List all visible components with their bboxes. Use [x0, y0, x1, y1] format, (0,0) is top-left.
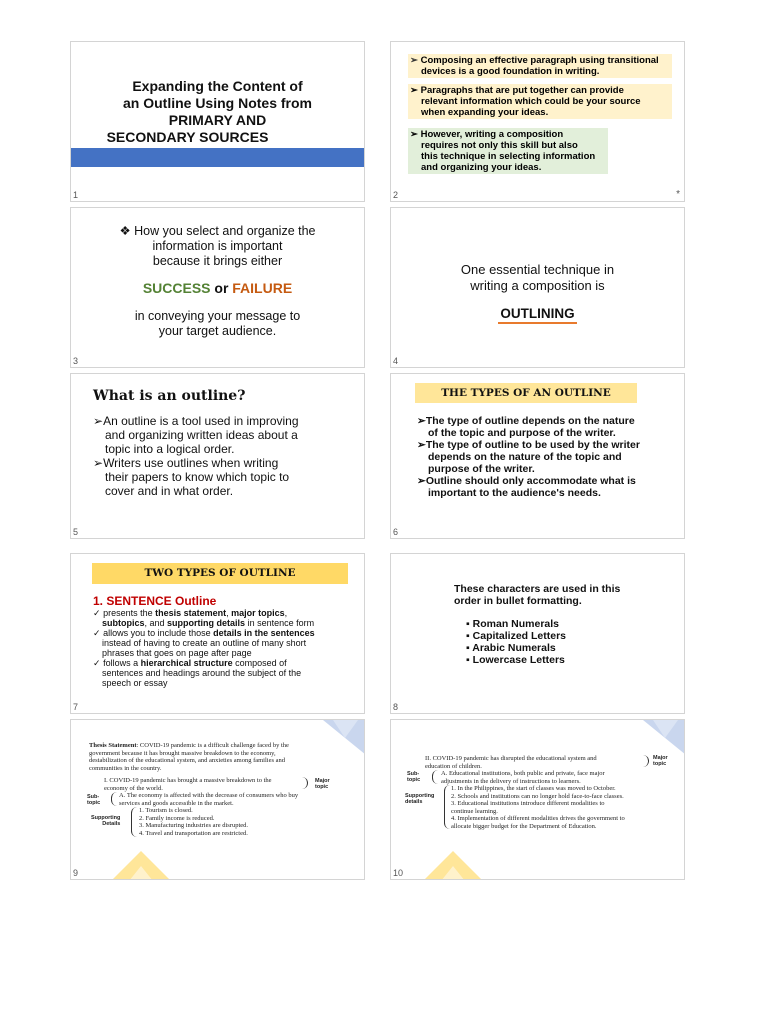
slide-number: 8 — [393, 702, 399, 712]
text: 2. Schools and institutions can no longer hold face-to-face classes. — [451, 792, 624, 800]
slide-number: 3 — [73, 356, 79, 366]
text: speech or essay — [102, 678, 168, 688]
text: 3. Educational institutions introduce different modalities to — [451, 800, 605, 807]
slide-5-body — [93, 414, 299, 498]
text: 4. Travel and transportation are restricted. — [139, 829, 248, 837]
slide-number: 7 — [73, 702, 79, 712]
text: presents the — [103, 608, 156, 618]
text: 2. Family income is reduced. — [139, 814, 215, 822]
text: A. The economy is affected with the decrease of consumers who buy — [119, 792, 299, 799]
major-topic-label — [653, 755, 668, 767]
slide-7-title: TWO TYPES OF OUTLINE — [92, 563, 348, 584]
bullet-box — [408, 54, 672, 78]
text: supporting details — [167, 618, 246, 628]
text: 3. Manufacturing industries are disrupted. — [139, 822, 249, 829]
text-line: writing a composition is — [470, 278, 605, 293]
slide-number: 10 — [393, 868, 404, 878]
text-line: your target audience. — [158, 324, 277, 338]
thesis-label: Thesis Statement — [89, 742, 137, 749]
label-line: topic — [315, 784, 329, 790]
slide-number: 1 — [73, 190, 79, 200]
arrow-icon: ➢ — [93, 414, 104, 428]
sub-topic-label — [87, 794, 100, 806]
title-line: Expanding the Content of — [132, 78, 303, 94]
sub-topic-label — [407, 771, 420, 783]
slide-2 — [390, 41, 685, 202]
text-line: One essential technique in — [460, 262, 615, 277]
bullet-text: their papers to know which topic to — [105, 470, 290, 484]
bullet-text: Paragraphs that are put together can provide — [420, 85, 624, 96]
blue-bar — [71, 148, 364, 167]
slide-5 — [70, 373, 365, 539]
slide-8 — [390, 553, 685, 714]
text: sentences and headings around the subject of the — [102, 668, 302, 678]
square-bullet-icon: ▪ — [466, 654, 470, 666]
text: 4. Implementation of different modalities drives the government to — [451, 815, 625, 822]
slide-4-body — [391, 262, 684, 324]
text: 1. Tourism is closed. — [139, 807, 193, 814]
text: communities in the country. — [89, 764, 162, 772]
text: government because it has brought massive breakdown to the economy, — [89, 749, 276, 757]
label-line: Supporting — [405, 793, 435, 799]
check-icon: ✓ — [93, 608, 101, 618]
bullet-text: and organizing written ideas about a — [105, 428, 298, 442]
label-line: topic — [653, 761, 667, 767]
square-bullet-icon: ▪ — [466, 630, 470, 642]
arrow-icon: ➢ — [417, 415, 426, 427]
label-line: Details — [102, 821, 121, 827]
label-line: Major — [653, 755, 668, 761]
text: allocate bigger budget for the Department of Education. — [451, 822, 597, 830]
bullet-box — [408, 84, 672, 119]
bullet-text: of the topic and purpose of the writer. — [428, 427, 616, 439]
brace — [131, 807, 137, 837]
supporting-details-label — [405, 793, 434, 805]
slide-1 — [70, 41, 365, 202]
text: phrases that goes on page after page — [102, 648, 252, 658]
intro-line: These characters are used in this — [454, 583, 621, 595]
bullet-box — [408, 128, 608, 174]
label-line: topic — [407, 777, 421, 783]
label-line: Sub- — [407, 771, 420, 777]
brace — [111, 792, 117, 806]
slide-1-title — [71, 78, 364, 146]
brace — [444, 785, 450, 829]
text: II. COVID-19 pandemic has disrupted the educational system and — [425, 755, 597, 762]
slide-7-heading: 1. SENTENCE Outline — [93, 594, 217, 608]
label-line: Sub- — [87, 794, 100, 800]
slide-number: 2 — [393, 190, 399, 200]
success-word: SUCCESS — [142, 280, 211, 296]
text: follows a — [103, 658, 141, 668]
slide-9-doc — [89, 742, 353, 837]
slide-6 — [390, 373, 685, 539]
text: in sentence form — [245, 618, 315, 628]
square-bullet-icon: ▪ — [466, 642, 470, 654]
slide-number: 6 — [393, 527, 399, 537]
arrow-icon: ➢ — [417, 475, 426, 487]
text: continue learning. — [451, 807, 498, 815]
slide-3 — [70, 207, 365, 368]
bullet-text: Composing an effective paragraph using transitional — [420, 55, 659, 66]
outlining-keyword: OUTLINING — [500, 306, 575, 321]
slide-6-body — [417, 415, 640, 499]
list-item: Arabic Numerals — [472, 642, 556, 654]
bullet-text: An outline is a tool used in improving — [103, 414, 299, 428]
slide-number: 9 — [73, 868, 79, 878]
bullet-text: relevant information which could be your source — [421, 96, 641, 107]
slide-4 — [390, 207, 685, 368]
arrow-icon: ➢ — [93, 456, 104, 470]
or-word: or — [214, 280, 229, 296]
text: services and goods accessible in the market. — [119, 799, 234, 807]
bullet-text: purpose of the writer. — [428, 463, 535, 475]
bullet-text: However, writing a composition — [420, 129, 564, 140]
check-icon: ✓ — [93, 628, 101, 638]
text-line: ❖ How you select and organize the — [119, 224, 316, 238]
major-topic-label — [315, 778, 330, 790]
decorative-triangle-icon — [111, 846, 171, 880]
text-line: because it brings either — [152, 254, 283, 268]
bullet-text: important to the audience's needs. — [428, 487, 601, 499]
slide-6-title: THE TYPES OF AN OUTLINE — [415, 383, 637, 403]
text: major topics — [231, 608, 285, 618]
text: thesis statement — [155, 608, 227, 618]
slide-10 — [390, 719, 685, 880]
slide-7-body — [93, 608, 315, 688]
text: allows you to include those — [103, 628, 214, 638]
bullet-text: The type of outline to be used by the writer — [425, 439, 640, 451]
label-line: topic — [87, 800, 101, 806]
title-line: SECONDARY SOURCES — [106, 129, 269, 145]
underline-bar — [498, 322, 576, 324]
list-item: Lowercase Letters — [472, 654, 565, 666]
label-line: Major — [315, 778, 330, 784]
bullet-text: depends on the nature of the topic and — [428, 451, 622, 463]
text: A. Educational institutions, both public and private, face major — [441, 770, 605, 777]
text: instead of having to create an outline of many short — [102, 638, 307, 648]
bullet-text: when expanding your ideas. — [421, 107, 549, 118]
text: composed of — [232, 658, 287, 668]
supporting-details-label — [91, 815, 120, 827]
title-line: PRIMARY AND — [168, 112, 267, 128]
intro-line: order in bullet formatting. — [454, 595, 582, 607]
title-line: an Outline Using Notes from — [122, 95, 312, 111]
bullet-text: Outline should only accommodate what is — [425, 475, 636, 487]
bullet-text: topic into a logical order. — [105, 442, 235, 456]
bullet-text: The type of outline depends on the nature — [425, 415, 635, 427]
text: adjustments in the delivery of instructions to learners. — [441, 777, 581, 785]
star-icon: * — [676, 189, 680, 200]
label-line: Supporting — [91, 815, 121, 821]
text: , and — [144, 618, 168, 628]
slide-number: 5 — [73, 527, 79, 537]
text: , — [226, 608, 232, 618]
slide-7 — [70, 553, 365, 714]
list-item: Capitalized Letters — [472, 630, 567, 642]
brace — [432, 770, 438, 784]
arrow-icon: ➢ — [410, 55, 418, 66]
slide-3-body — [71, 224, 364, 339]
text: : COVID-19 pandemic is a difficult challenge faced by the — [136, 742, 289, 749]
arrow-icon: ➢ — [417, 439, 426, 451]
text: hierarchical structure — [140, 658, 233, 668]
text: economy of the world. — [104, 784, 163, 792]
text-line: information is important — [152, 239, 283, 253]
bullet-text: and organizing your ideas. — [421, 162, 542, 173]
text: I. COVID-19 pandemic has brought a massive breakdown to the — [104, 777, 272, 784]
square-bullet-icon: ▪ — [466, 618, 470, 630]
list-item: Roman Numerals — [472, 618, 560, 630]
bullet-text: cover and in what order. — [105, 484, 234, 498]
slide-9 — [70, 719, 365, 880]
slide-8-body — [454, 583, 620, 666]
label-line: details — [405, 799, 423, 805]
decorative-triangle-icon — [643, 720, 685, 755]
slide-5-title: What is an outline? — [93, 388, 246, 404]
failure-word: FAILURE — [232, 280, 293, 296]
text: destabilization of the educational system, and anxieties among families and — [89, 757, 286, 764]
bullet-text: Writers use outlines when writing — [103, 456, 279, 470]
text: subtopics — [102, 618, 145, 628]
text: 1. In the Philippines, the start of classes was moved to October. — [451, 785, 616, 792]
check-icon: ✓ — [93, 658, 101, 668]
arrow-icon: ➢ — [410, 129, 418, 140]
slide-number: 4 — [393, 356, 399, 366]
slide-10-doc — [407, 755, 675, 830]
text: , — [284, 608, 288, 618]
arrow-icon: ➢ — [410, 85, 418, 96]
text: details in the sentences — [213, 628, 315, 638]
bullet-text: requires not only this skill but also — [421, 140, 578, 151]
decorative-triangle-icon — [423, 846, 483, 880]
bullet-text: devices is a good foundation in writing. — [421, 66, 600, 77]
text-line: in conveying your message to — [134, 309, 301, 323]
text: education of children. — [425, 762, 482, 770]
bullet-text: this technique in selecting information — [421, 151, 596, 162]
